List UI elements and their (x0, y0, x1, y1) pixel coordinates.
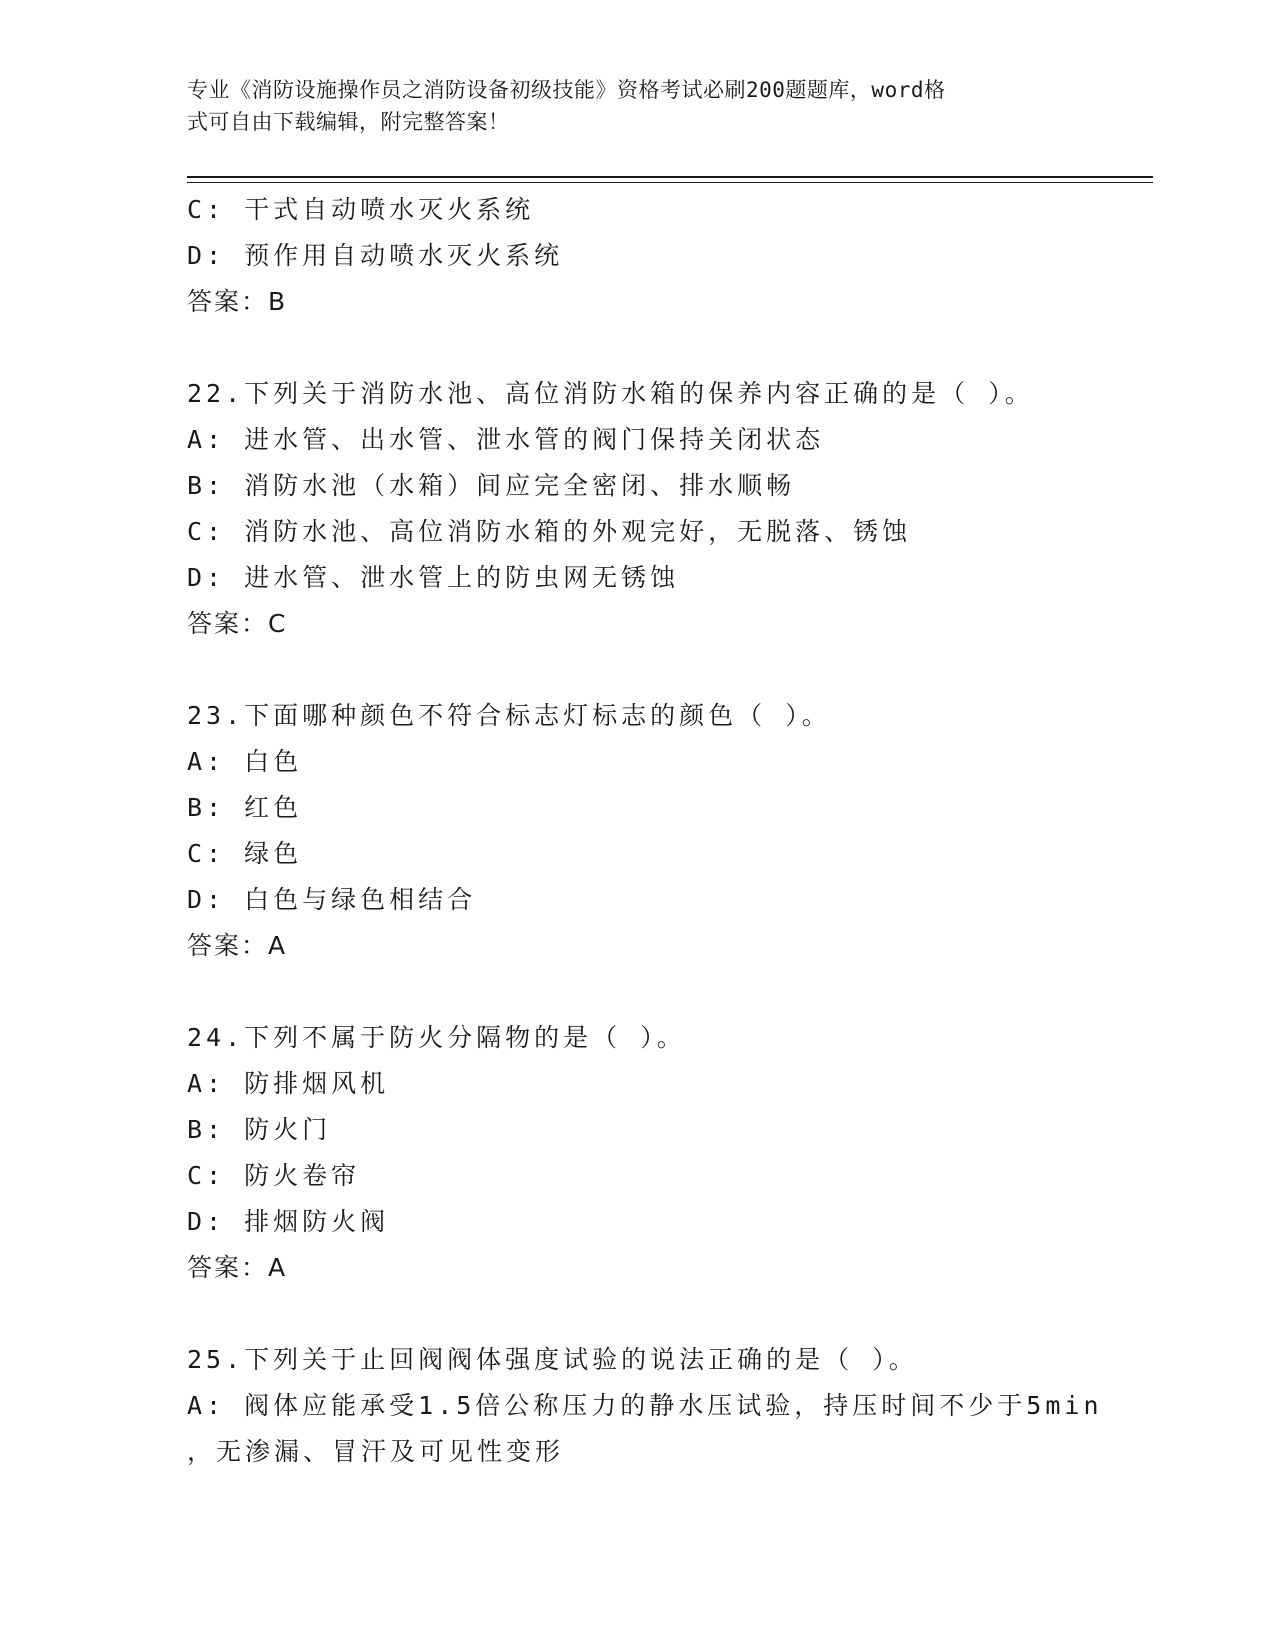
option-d: D: 进水管、泄水管上的防虫网无锈蚀 (187, 563, 680, 592)
option-a: A: 阀体应能承受1.5倍公称压力的静水压试验，持压时间不少于5min (187, 1391, 1103, 1420)
question-stem: 23.下面哪种颜色不符合标志灯标志的颜色（ ）。 (187, 701, 831, 730)
question-23 (187, 693, 1153, 969)
answer-line: 答案：A (187, 931, 288, 960)
option-b: B: 红色 (187, 793, 303, 822)
answer-line: 答案：A (187, 1253, 288, 1282)
header-line-2: 式可自由下载编辑，附完整答案！ (187, 110, 510, 134)
spacer (187, 1291, 1153, 1337)
answer-line: 答案：C (187, 609, 288, 638)
option-c: C: 绿色 (187, 839, 303, 868)
answer-line: 答案：B (187, 287, 288, 316)
option-d: D: 白色与绿色相结合 (187, 885, 477, 914)
question-stem: 24.下列不属于防火分隔物的是（ ）。 (187, 1023, 686, 1052)
spacer (187, 969, 1153, 1015)
question-list (187, 187, 1153, 1475)
question-24 (187, 1015, 1153, 1291)
header-line-1: 专业《消防设施操作员之消防设备初级技能》资格考试必刷200题题库，word格 (187, 78, 946, 102)
option-a: A: 白色 (187, 747, 303, 776)
option-b: B: 防火门 (187, 1115, 332, 1144)
option-a: A: 进水管、出水管、泄水管的阀门保持关闭状态 (187, 425, 825, 454)
option-a: A: 防排烟风机 (187, 1069, 390, 1098)
question-25 (187, 1337, 1153, 1475)
option-d: D: 预作用自动喷水灭火系统 (187, 241, 564, 270)
header-divider-thick (187, 176, 1153, 178)
document-header (187, 74, 1087, 138)
option-b: B: 消防水池（水箱）间应完全密闭、排水顺畅 (187, 471, 796, 500)
question-stem: 22.下列关于消防水池、高位消防水箱的保养内容正确的是（ ）。 (187, 379, 1034, 408)
option-c: C: 干式自动喷水灭火系统 (187, 195, 535, 224)
question-stem: 25.下列关于止回阀阀体强度试验的说法正确的是（ ）。 (187, 1345, 918, 1374)
option-a-continuation: ，无渗漏、冒汗及可见性变形 (187, 1437, 565, 1466)
option-c: C: 消防水池、高位消防水箱的外观完好，无脱落、锈蚀 (187, 517, 912, 546)
spacer (187, 325, 1153, 371)
continued-question (187, 187, 1153, 325)
option-d: D: 排烟防火阀 (187, 1207, 390, 1236)
header-divider-thin (187, 182, 1153, 183)
option-c: C: 防火卷帘 (187, 1161, 361, 1190)
question-22 (187, 371, 1153, 647)
spacer (187, 647, 1153, 693)
